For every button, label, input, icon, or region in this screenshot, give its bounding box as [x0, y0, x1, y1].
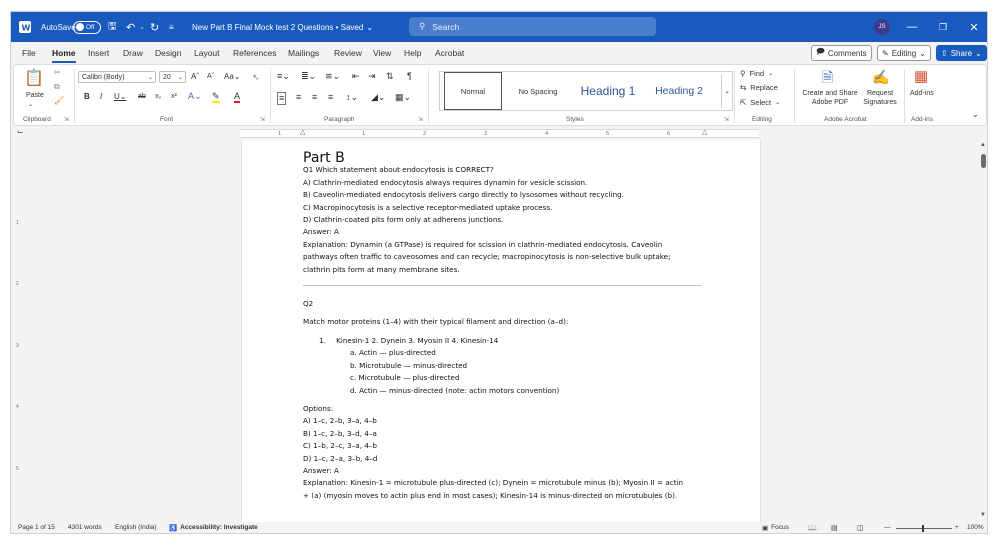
autosave-toggle[interactable]	[73, 12, 101, 42]
list-text: Kinesin-1 2. Dynein 3. Myosin II 4. Kinesin-14	[336, 335, 499, 345]
focus-button[interactable]	[762, 524, 789, 532]
styles-gallery	[439, 71, 733, 111]
replace-label: Replace	[750, 83, 778, 92]
vruler-number: 3	[16, 343, 19, 349]
redo-icon[interactable]: ↻	[150, 21, 160, 34]
clipboard-group-label: Clipboard	[23, 116, 51, 123]
divider	[428, 69, 429, 123]
accessibility-text: Accessibility: Investigate	[180, 524, 258, 531]
vertical-ruler	[15, 140, 23, 522]
add-ins-button[interactable]: Add-ins	[910, 90, 934, 97]
collapse-ribbon-icon[interactable]: ⌄	[972, 110, 979, 119]
ruler-number: 5	[606, 131, 610, 137]
focus-label: Focus	[771, 524, 789, 531]
list-item: b. Microtubule — minus-directed	[350, 360, 468, 370]
divider	[904, 69, 905, 123]
q2-label: Q2	[303, 299, 314, 309]
page-count[interactable]: Page 1 of 15	[18, 524, 55, 531]
paragraph-group-label: Paragraph	[324, 116, 355, 123]
decrease-indent-icon[interactable]: ⇤	[352, 71, 360, 81]
chevron-down-icon: ⌄	[775, 100, 781, 106]
highlight-icon[interactable]: ✎	[212, 91, 220, 101]
cut-icon[interactable]: ✂	[54, 68, 61, 77]
search-icon: ⚲	[740, 69, 746, 78]
comments-label: Comments	[827, 48, 867, 58]
tab-home[interactable]: Home	[52, 42, 76, 64]
zoom-out-icon[interactable]: —	[884, 524, 891, 531]
share-icon: ⇧	[941, 48, 948, 58]
style-no-spacing[interactable]: No Spacing	[518, 86, 558, 96]
autosave-state: Off	[86, 23, 95, 31]
search-input: Search	[432, 21, 460, 32]
tab-review[interactable]: Review	[334, 48, 362, 58]
dialog-launcher-icon[interactable]: ⇲	[418, 117, 424, 123]
list-number: 1.	[319, 335, 326, 345]
strikethrough-icon[interactable]: ab	[138, 93, 146, 100]
title-bar	[11, 12, 988, 42]
status-bar	[11, 522, 988, 534]
chevron-down-icon[interactable]: ⌄	[28, 102, 34, 108]
save-icon[interactable]: 🖫	[108, 20, 117, 32]
create-pdf-icon[interactable]: 🗎	[822, 69, 834, 85]
autosave-label: AutoSave	[41, 22, 76, 32]
divider	[74, 69, 75, 123]
divider	[794, 69, 795, 123]
svg-text:W: W	[21, 23, 31, 33]
q2-option-b: B) 1–c, 2–b, 3–d, 4–a	[303, 428, 377, 438]
q2-list	[303, 335, 703, 397]
shading-icon[interactable]: ◢⌄	[371, 92, 386, 102]
undo-icon[interactable]: ↶	[126, 21, 136, 34]
ruler-number: 3	[484, 131, 488, 137]
share-button[interactable]	[936, 45, 987, 61]
chevron-down-icon: ⌄	[768, 71, 774, 77]
show-formatting-icon[interactable]: ¶	[407, 71, 412, 81]
comments-button[interactable]	[811, 45, 872, 61]
zoom-in-icon[interactable]: +	[955, 524, 959, 531]
tab-draw[interactable]: Draw	[123, 48, 143, 58]
add-ins-group-label: Add-ins	[911, 116, 934, 123]
word-logo-icon	[19, 12, 31, 42]
grow-font-icon[interactable]: Aˆ	[191, 72, 199, 81]
underline-icon[interactable]: U⌄	[114, 92, 127, 101]
tab-references[interactable]: References	[233, 48, 277, 58]
customize-qat-icon[interactable]: ≡	[169, 22, 174, 32]
chevron-down-icon: ⌄	[147, 74, 153, 81]
italic-icon[interactable]: I	[100, 92, 103, 101]
scroll-down-icon[interactable]: ▼	[980, 512, 986, 518]
dialog-launcher-icon[interactable]: ⇲	[64, 117, 70, 123]
styles-more-icon[interactable]: ⌄	[721, 74, 732, 108]
chevron-down-icon: ⌄	[177, 74, 183, 81]
increase-indent-icon[interactable]: ⇥	[368, 71, 376, 81]
document-title-text: New Part B Final Mock test 2 Questions • Saved	[192, 22, 364, 32]
vertical-scrollbar[interactable]	[978, 140, 988, 522]
q2-explanation-line: + (a) (myosin moves to actin plus end in most cases); Kinesin-14 is minus-directed on microtubules (b).	[303, 490, 678, 500]
subscript-icon[interactable]: x₂	[155, 93, 162, 100]
copy-icon[interactable]: ⧉	[54, 82, 60, 91]
style-heading-1[interactable]: Heading 1	[580, 84, 636, 98]
chevron-down-icon: ⌄	[366, 22, 374, 32]
tab-selector-icon[interactable]: ⌙	[17, 127, 24, 136]
chevron-down-icon: ⌄	[919, 48, 926, 58]
undo-dropdown-icon[interactable]: ⌄	[139, 24, 145, 31]
multilevel-list-icon[interactable]: ≌⌄	[325, 71, 341, 81]
q1-answer: Answer: A	[303, 227, 339, 237]
dialog-launcher-icon[interactable]: ⇲	[260, 117, 266, 123]
ruler-number: 6	[667, 131, 671, 137]
list-item: d. Actin — minus-directed (note: actin motors convention)	[350, 385, 560, 395]
replace-button[interactable]	[740, 83, 778, 92]
document-body[interactable]	[303, 152, 703, 502]
horizontal-ruler-row	[11, 126, 988, 140]
cursor-icon: ⇱	[740, 98, 747, 107]
language-indicator[interactable]: English (India)	[115, 524, 157, 531]
request-signatures-button[interactable]: Request Signatures	[863, 90, 897, 106]
web-layout-icon[interactable]: ◫	[857, 525, 864, 532]
word-count[interactable]: 4301 words	[68, 524, 102, 531]
q2-option-a: A) 1–c, 2–b, 3–a, 4–b	[303, 416, 377, 426]
tab-layout[interactable]: Layout	[194, 48, 220, 58]
bullets-icon[interactable]: ≡⌄	[277, 71, 290, 81]
tab-file[interactable]: File	[22, 48, 36, 58]
q2-answer: Answer: A	[303, 465, 339, 475]
paste-label[interactable]: Paste	[26, 92, 44, 99]
q2-option-c: C) 1–b, 2–c, 3–a, 4–b	[303, 441, 377, 451]
sort-icon[interactable]: ⇅	[386, 71, 394, 81]
create-pdf-button[interactable]: Create and Share Adobe PDF	[802, 90, 858, 106]
editing-label: Editing	[891, 48, 917, 58]
borders-icon[interactable]: ▦⌄	[395, 92, 412, 102]
line-spacing-icon[interactable]: ↕⌄	[346, 92, 359, 102]
comment-icon: 🗩	[816, 47, 825, 56]
tab-help[interactable]: Help	[404, 48, 422, 58]
tab-insert[interactable]: Insert	[88, 48, 110, 58]
clear-formatting-icon[interactable]: ➴	[252, 72, 260, 82]
read-mode-icon[interactable]: 📖	[808, 525, 817, 532]
find-button[interactable]	[740, 69, 773, 78]
scroll-up-icon[interactable]: ▲	[980, 142, 986, 148]
font-size-dropdown[interactable]	[159, 71, 186, 83]
paste-icon[interactable]: 📋	[24, 70, 44, 87]
divider	[734, 69, 735, 123]
q1-option-c: C) Macropinocytosis is a selective receptor-mediated uptake process.	[303, 202, 553, 212]
right-indent-marker-icon[interactable]: △	[702, 129, 708, 136]
format-painter-icon[interactable]: 🖌	[54, 96, 65, 105]
chevron-down-icon: ⌄	[975, 48, 982, 58]
shrink-font-icon[interactable]: Aˇ	[207, 73, 214, 80]
divider	[270, 69, 271, 123]
vruler-number: 5	[16, 466, 19, 472]
q2-explanation-line: Explanation: Kinesin-1 = microtubule plus-directed (c); Dynein = microtubule minus (b); Myosin II = actin	[303, 478, 684, 488]
document-area	[11, 140, 988, 522]
find-label: Find	[749, 69, 765, 78]
editing-group-label: Editing	[752, 116, 772, 123]
search-icon: ⚲	[419, 21, 426, 31]
list-item: c. Microtubule — plus-directed	[350, 373, 460, 383]
share-label: Share	[950, 48, 973, 58]
q1-explanation-line: pathways often traffic to caveosomes and can recycle; macropinocytosis is non-selective bulk uptake;	[303, 252, 671, 262]
vruler-number: 2	[16, 281, 19, 287]
accessibility-indicator[interactable]	[169, 524, 258, 532]
q2-prompt: Match motor proteins (1–4) with their typical filament and direction (a–d):	[303, 317, 569, 327]
font-color-icon[interactable]: A	[234, 91, 241, 101]
numbering-icon[interactable]: ≣⌄	[301, 71, 317, 81]
q2-option-d: D) 1–c, 2–a, 3–b, 4–d	[303, 453, 378, 463]
q2-options-label: Options:	[303, 403, 334, 413]
change-case-icon[interactable]: Aa⌄	[224, 72, 241, 81]
accessibility-icon: ♿	[169, 525, 178, 532]
ruler-number: 1	[362, 131, 366, 137]
font-group-label: Font	[160, 116, 174, 123]
style-heading-2[interactable]: Heading 2	[655, 85, 703, 97]
document-page[interactable]	[241, 140, 761, 522]
q1-explanation-line: Explanation: Dynamin (a GTPase) is required for scission in clathrin-mediated endocytosis. Caveolin	[303, 239, 663, 249]
avatar[interactable]: JS	[874, 19, 890, 35]
indent-marker-icon[interactable]: △	[300, 129, 306, 136]
style-normal[interactable]: Normal	[444, 72, 502, 110]
q1-question: Q1 Which statement about endocytosis is CORRECT?	[303, 165, 494, 175]
close-icon[interactable]: ✕	[969, 21, 979, 34]
add-ins-icon[interactable]: ▦	[914, 68, 929, 85]
zoom-slider[interactable]	[896, 528, 952, 529]
q1-option-d: D) Clathrin-coated pits form only at adherens junctions.	[303, 215, 504, 225]
zoom-slider-thumb[interactable]	[922, 525, 924, 532]
ruler-number: 2	[423, 131, 427, 137]
select-button[interactable]	[740, 98, 780, 107]
dialog-launcher-icon[interactable]: ⇲	[724, 117, 730, 123]
justify-icon[interactable]: ≡	[328, 92, 334, 102]
focus-icon: ▣	[762, 525, 769, 532]
vruler-number: 1	[16, 220, 19, 226]
acrobat-group-label: Adobe Acrobat	[824, 116, 867, 123]
font-name-value: Calibri (Body)	[82, 73, 125, 81]
menu-bar	[11, 42, 988, 64]
align-center-icon[interactable]: ≡	[296, 92, 302, 102]
replace-icon: ⇆	[740, 83, 747, 92]
bold-icon[interactable]: B	[84, 92, 90, 101]
q1-option-b: B) Caveolin-mediated endocytosis delivers cargo directly to lysosomes without recycling.	[303, 190, 624, 200]
q1-option-a: A) Clathrin-mediated endocytosis always requires dynamin for vesicle scission.	[303, 177, 588, 187]
list-item: a. Actin — plus-directed	[350, 348, 436, 358]
tab-mailings[interactable]: Mailings	[288, 48, 320, 58]
tab-design[interactable]: Design	[155, 48, 182, 58]
word-window	[10, 11, 988, 534]
ruler-number: 1	[278, 131, 282, 137]
restore-icon[interactable]: ❐	[938, 21, 948, 32]
align-left-icon[interactable]: ≡	[279, 93, 285, 103]
list-item	[319, 335, 703, 347]
horizontal-ruler[interactable]	[240, 129, 759, 138]
vruler-number: 4	[16, 404, 19, 410]
q1-explanation-line: clathrin pits form at many membrane sites.	[303, 264, 460, 274]
pencil-icon: ✎	[882, 48, 889, 58]
search-box[interactable]	[409, 17, 656, 36]
page-title: Part B	[303, 150, 345, 166]
tab-view[interactable]: View	[373, 48, 392, 58]
scrollbar-thumb[interactable]	[981, 154, 986, 168]
ruler-number: 4	[545, 131, 549, 137]
editing-mode-button[interactable]	[877, 45, 931, 61]
document-title[interactable]	[192, 12, 373, 42]
align-right-icon[interactable]: ≡	[312, 92, 318, 102]
superscript-icon[interactable]: x²	[171, 93, 177, 100]
ribbon	[13, 64, 987, 126]
font-size-value: 20	[163, 73, 171, 81]
request-signatures-icon[interactable]: ✍	[872, 69, 890, 85]
print-layout-icon[interactable]: ▤	[831, 525, 838, 532]
minimize-icon[interactable]: —	[906, 21, 918, 33]
text-effects-icon[interactable]: A⌄	[188, 91, 202, 101]
zoom-level[interactable]: 100%	[967, 524, 984, 531]
tab-acrobat[interactable]: Acrobat	[435, 48, 465, 58]
divider	[303, 285, 701, 286]
styles-group-label: Styles	[566, 116, 584, 123]
font-name-dropdown[interactable]	[78, 71, 156, 83]
select-label: Select	[750, 98, 772, 107]
